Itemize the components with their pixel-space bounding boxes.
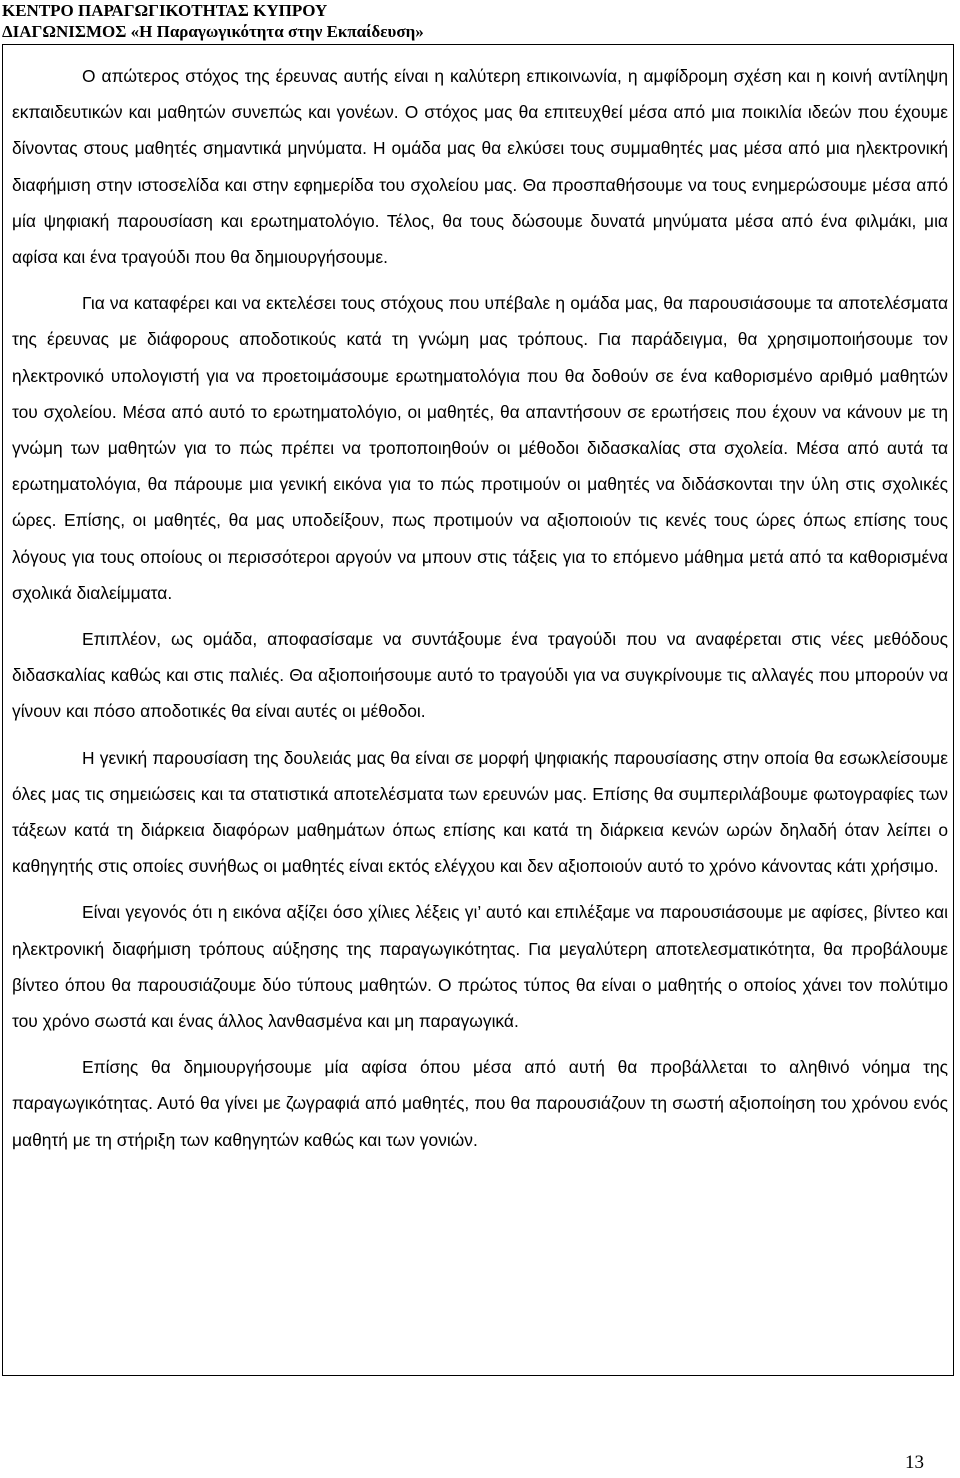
header-competition: ΔΙΑΓΩΝΙΣΜΟΣ «Η Παραγωγικότητα στην Εκπαίδευση» <box>2 22 424 41</box>
paragraph-spacer <box>12 275 948 285</box>
paragraph-spacer <box>12 611 948 621</box>
page-number: 13 <box>905 1452 924 1473</box>
paragraph-spacer <box>12 884 948 894</box>
document-body <box>12 58 948 1158</box>
paragraph-song: Επιπλέον, ως ομάδα, αποφασίσαμε να συντάξουμε ένα τραγούδι που να αναφέρεται στις νέες μεθόδους διδασκαλίας καθώς και στις παλιές. Θα αξιοποιήσουμε αυτό το τραγούδι για να συγκρίνουμε τις αλλαγές που μπορούν να γίνουν και πόσο αποδοτικές θα είναι αυτές οι μέθοδοι. <box>12 629 948 722</box>
paragraph-video: Είναι γεγονός ότι η εικόνα αξίζει όσο χίλιες λέξεις γι’ αυτό και επιλέξαμε να παρουσιάσουμε με αφίσες, βίντεο και ηλεκτρονική διαφήμιση τρόπους αύξησης της παραγωγικότητας. Για μεγαλύτερη αποτελεσματικότητα, θα προβάλουμε βίντεο όπου θα παρουσιάζουμε δύο τύπους μαθητών. Ο πρώτος τύπος θα είναι ο μαθητής ο οποίος χάνει τον πολύτιμο του χρόνο σωστά και ένας άλλος λανθασμένα και μη παραγωγικά. <box>12 902 948 1032</box>
paragraph-spacer <box>12 730 948 740</box>
paragraph-methods: Για να καταφέρει και να εκτελέσει τους στόχους που υπέβαλε η ομάδα μας, θα παρουσιάσουμε τα αποτελέσματα της έρευνας με διάφορους αποδοτικούς κατά τη γνώμη μας τρόπους. Για παράδειγμα, θα χρησιμοποιήσουμε τον ηλεκτρονικό υπολογιστή για να προετοιμάσουμε ερωτηματολόγια που θα δοθούν σε ένα καθορισμένο αριθμό μαθητών του σχολείου. Μέσα από αυτό το ερωτηματολόγιο, οι μαθητές, θα απαντήσουν σε ερωτήσεις που έχουν να κάνουν με τη γνώμη των μαθητών για το πώς πρέπει να τροποποιηθούν οι μέθοδοι διδασκαλίας στα σχολεία. Μέσα από αυτά τα ερωτηματολόγια, θα πάρουμε μια γενική εικόνα για το πώς προτιμούν οι μαθητές να διδάσκονται την ύλη στις σχολικές ώρες. Επίσης, οι μαθητές, θα μας υποδείξουν, πως προτιμούν να αξιοποιούν τις κενές τους ώρες όπως επίσης τους λόγους για τους οποίους οι περισσότεροι αργούν να μπουν στις τάξεις για το επόμενο μάθημα μετά από τα καθορισμένα σχολικά διαλείμματα. <box>12 293 948 603</box>
paragraph-presentation: Η γενική παρουσίαση της δουλειάς μας θα είναι σε μορφή ψηφιακής παρουσίασης στην οποία θα εσωκλείσουμε όλες μας τις σημειώσεις και τα στατιστικά αποτελέσματα των ερευνών μας. Επίσης θα συμπεριλάβουμε φωτογραφίες των τάξεων κατά τη διάρκεια διαφόρων μαθημάτων όπως επίσης και κατά τη διάρκεια κενών ωρών δηλαδή όταν λείπει ο καθηγητής στις οποίες συνήθως οι μαθητές είναι εκτός ελέγχου και δεν αξιοποιούν αυτό το χρόνο κάνοντας κάτι χρήσιμο. <box>12 747 948 877</box>
header-organization: ΚΕΝΤΡΟ ΠΑΡΑΓΩΓΙΚΟΤΗΤΑΣ ΚΥΠΡΟΥ <box>2 1 328 20</box>
paragraph-spacer <box>12 1039 948 1049</box>
paragraph-goals: Ο απώτερος στόχος της έρευνας αυτής είναι η καλύτερη επικοινωνία, η αμφίδρομη σχέση και η κοινή αντίληψη εκπαιδευτικών και μαθητών συνεπώς και γονέων. Ο στόχος μας θα επιτευχθεί μέσα από μια ποικιλία ιδεών που έχουμε δίνοντας στους μαθητές σημαντικά μηνύματα. Η ομάδα μας θα ελκύσει τους συμμαθητές μας μέσα από μια ηλεκτρονική διαφήμιση στην ιστοσελίδα και στην εφημερίδα του σχολείου μας. Θα προσπαθήσουμε να τους ενημερώσουμε μέσα από μία ψηφιακή παρουσίαση και ερωτηματολόγιο. Τέλος, θα τους δώσουμε δυνατά μηνύματα μέσα από ένα φιλμάκι, μια αφίσα και ένα τραγούδι που θα δημιουργήσουμε. <box>12 66 948 268</box>
document-header <box>0 0 960 42</box>
paragraph-poster: Επίσης θα δημιουργήσουμε μία αφίσα όπου μέσα από αυτή θα προβάλλεται το αληθινό νόημα της παραγωγικότητας. Αυτό θα γίνει με ζωγραφιά από μαθητές, που θα παρουσιάζουν τη σωστή αξιοποίηση του χρόνου ενός μαθητή με τη στήριξη των καθηγητών καθώς και των γονιών. <box>12 1057 948 1150</box>
